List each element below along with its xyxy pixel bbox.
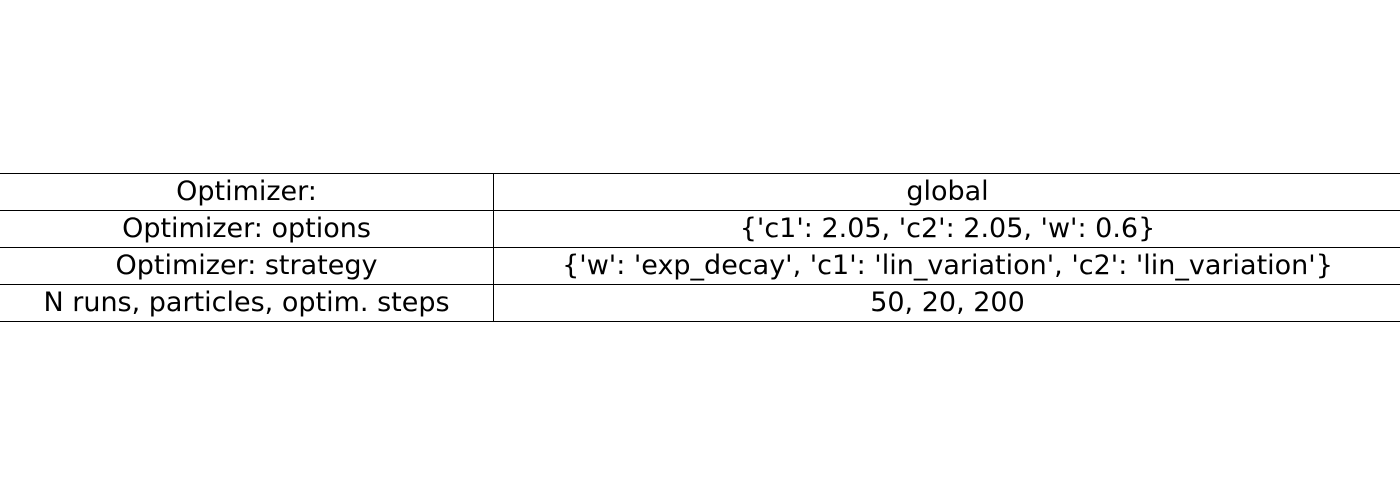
row-key-cell: Optimizer: [0, 174, 494, 211]
row-key-cell: Optimizer: strategy [0, 248, 494, 285]
table-row [0, 211, 1400, 248]
table-row [0, 285, 1400, 322]
row-value-cell: {'w': 'exp_decay', 'c1': 'lin_variation', 'c2': 'lin_variation'} [494, 248, 1400, 285]
table-row [0, 248, 1400, 285]
row-value-cell: {'c1': 2.05, 'c2': 2.05, 'w': 0.6} [494, 211, 1400, 248]
row-value-cell: 50, 20, 200 [494, 285, 1400, 322]
parameter-table-container [0, 173, 1400, 322]
row-key-cell: N runs, particles, optim. steps [0, 285, 494, 322]
row-key-cell: Optimizer: options [0, 211, 494, 248]
table-row [0, 174, 1400, 211]
parameter-table [0, 173, 1400, 322]
row-value-cell: global [494, 174, 1400, 211]
